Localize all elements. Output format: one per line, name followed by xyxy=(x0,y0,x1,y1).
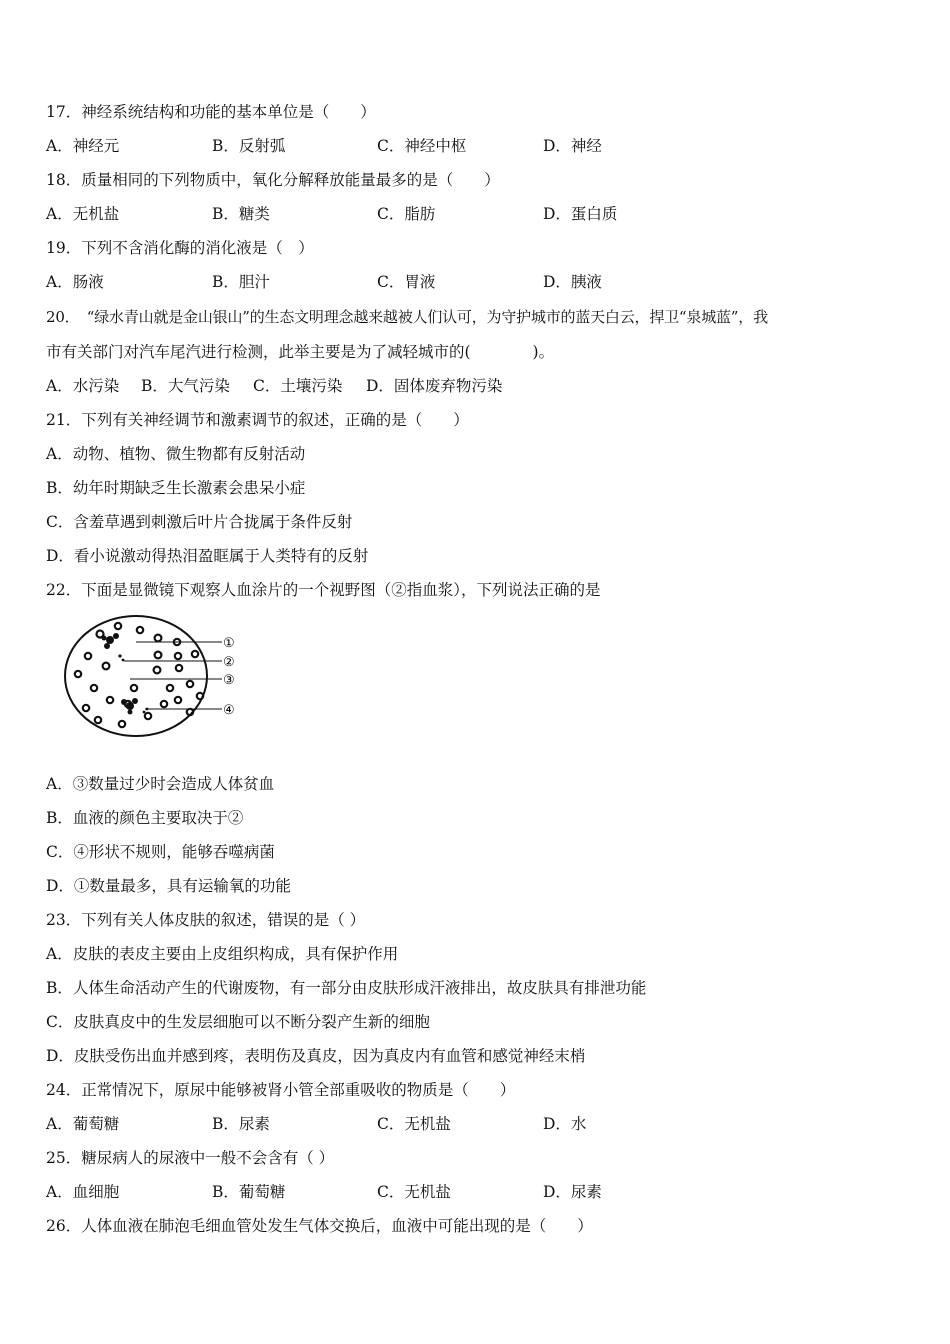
option-c: C．④形状不规则，能够吞噬病菌 xyxy=(46,843,275,861)
option-a: A．动物、植物、微生物都有反射活动 xyxy=(46,445,306,463)
label-2: ② xyxy=(223,655,235,670)
option-a: A．肠液 xyxy=(46,273,104,291)
option-d: D．胰液 xyxy=(543,273,602,291)
question-17-stem: 17．神经系统结构和功能的基本单位是（ ） xyxy=(46,103,376,121)
label-4: ④ xyxy=(223,703,235,718)
option-b: B．胆汁 xyxy=(212,273,270,291)
option-c: C．皮肤真皮中的生发层细胞可以不断分裂产生新的细胞 xyxy=(46,1013,430,1031)
option-c: C．无机盐 xyxy=(377,1115,451,1133)
option-d: D．皮肤受伤出血并感到疼，表明伤及真皮，因为真皮内有血管和感觉神经末梢 xyxy=(46,1047,586,1065)
red-blood-cells xyxy=(75,623,203,727)
option-d: D．神经 xyxy=(543,137,602,155)
option-a: A．水污染 xyxy=(46,377,120,395)
question-21-stem: 21．下列有关神经调节和激素调节的叙述，正确的是（ ） xyxy=(46,411,469,429)
option-c: C．无机盐 xyxy=(377,1183,451,1201)
option-d: D．固体废弃物污染 xyxy=(366,377,503,395)
option-b: B．葡萄糖 xyxy=(212,1183,286,1201)
option-b: B．大气污染 xyxy=(141,377,230,395)
question-23-stem: 23．下列有关人体皮肤的叙述，错误的是（ ） xyxy=(46,911,366,929)
option-c: C．胃液 xyxy=(377,273,436,291)
question-20-stem-line1: 20． “绿水青山就是金山银山”的生态文明理念越来越被人们认可，为守护城市的蓝天白云，捍卫“泉城蓝”，我 xyxy=(46,308,768,326)
option-b: B．尿素 xyxy=(212,1115,270,1133)
option-c: C．神经中枢 xyxy=(377,137,467,155)
option-c: C．土壤污染 xyxy=(253,377,343,395)
question-24-stem: 24．正常情况下，原尿中能够被肾小管全部重吸收的物质是（ ） xyxy=(46,1081,516,1099)
option-b: B．人体生命活动产生的代谢废物，有一部分由皮肤形成汗液排出，故皮肤具有排泄功能 xyxy=(46,979,647,997)
option-a: A．③数量过少时会造成人体贫血 xyxy=(46,775,275,793)
option-c: C．含羞草遇到刺激后叶片合拢属于条件反射 xyxy=(46,513,353,531)
label-3: ③ xyxy=(223,673,235,688)
question-26-stem: 26．人体血液在肺泡毛细血管处发生气体交换后，血液中可能出现的是（ ） xyxy=(46,1217,593,1235)
option-a: A．皮肤的表皮主要由上皮组织构成，具有保护作用 xyxy=(46,945,399,963)
option-b: B．糖类 xyxy=(212,205,270,223)
option-d: D．水 xyxy=(543,1115,587,1133)
option-d: D．看小说激动得热泪盈眶属于人类特有的反射 xyxy=(46,547,369,565)
blood-smear-figure xyxy=(60,608,250,752)
question-19-stem: 19．下列不含消化酶的消化液是（ ） xyxy=(46,239,314,257)
option-b: B．血液的颜色主要取决于② xyxy=(46,809,244,827)
field-of-view-circle xyxy=(65,616,207,736)
question-18-stem: 18．质量相同的下列物质中，氧化分解释放能量最多的是（ ） xyxy=(46,171,500,189)
option-a: A．血细胞 xyxy=(46,1183,120,1201)
question-20-stem-line2: 市有关部门对汽车尾汽进行检测，此举主要是为了减轻城市的( )。 xyxy=(46,343,555,361)
blood-smear-diagram xyxy=(60,608,250,748)
label-1: ① xyxy=(223,636,235,651)
question-22-stem: 22．下面是显微镜下观察人血涂片的一个视野图（②指血浆），下列说法正确的是 xyxy=(46,581,601,599)
option-a: A．神经元 xyxy=(46,137,120,155)
option-b: B．反射弧 xyxy=(212,137,286,155)
option-c: C．脂肪 xyxy=(377,205,436,223)
question-25-stem: 25．糖尿病人的尿液中一般不会含有（ ） xyxy=(46,1149,335,1167)
option-d: D．尿素 xyxy=(543,1183,602,1201)
option-d: D．蛋白质 xyxy=(543,205,618,223)
option-d: D．①数量最多，具有运输氧的功能 xyxy=(46,877,291,895)
option-a: A．葡萄糖 xyxy=(46,1115,120,1133)
option-a: A．无机盐 xyxy=(46,205,120,223)
option-b: B．幼年时期缺乏生长激素会患呆小症 xyxy=(46,479,306,497)
